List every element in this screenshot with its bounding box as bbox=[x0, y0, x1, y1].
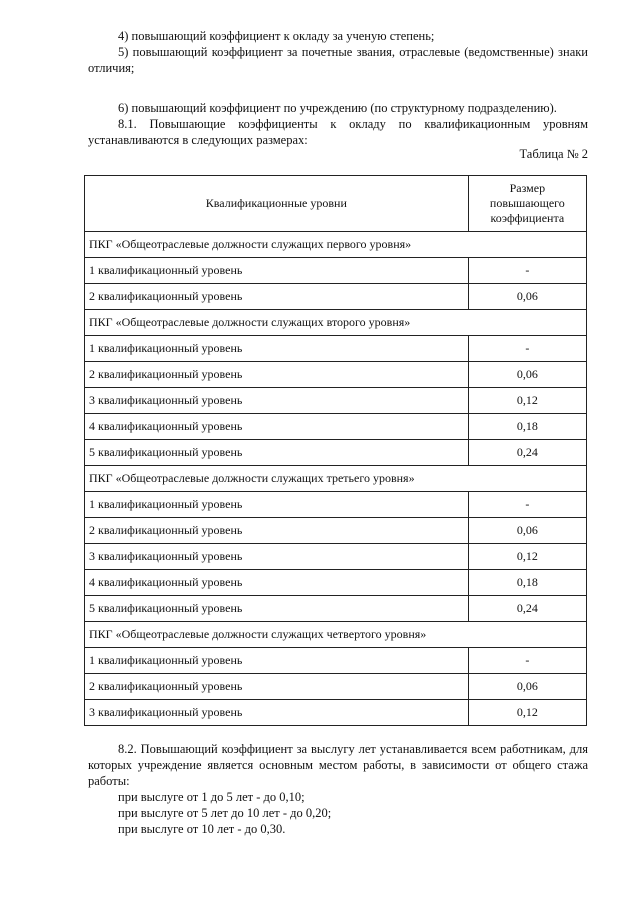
table-row bbox=[85, 570, 587, 596]
coefficient-value-cell: 0,12 bbox=[468, 700, 586, 726]
coefficients-table bbox=[84, 175, 587, 726]
table-row bbox=[85, 518, 587, 544]
level-name-cell: 2 квалификационный уровень bbox=[85, 362, 469, 388]
table-body bbox=[85, 232, 587, 726]
level-name-cell: 1 квалификационный уровень bbox=[85, 336, 469, 362]
header-coefficient-size: Размер повышающего коэффициента bbox=[468, 176, 586, 232]
table-row bbox=[85, 596, 587, 622]
level-name-cell: 5 квалификационный уровень bbox=[85, 596, 469, 622]
coefficient-value-cell: - bbox=[468, 492, 586, 518]
level-name-cell: 3 квалификационный уровень bbox=[85, 700, 469, 726]
level-name-cell: 5 квалификационный уровень bbox=[85, 440, 469, 466]
paragraph-5: 5) повышающий коэффициент за почетные звания, отраслевые (ведомственные) знаки отличия; bbox=[88, 45, 588, 75]
table-group-row bbox=[85, 622, 587, 648]
seniority-list bbox=[118, 789, 331, 837]
coefficient-value-cell: - bbox=[468, 648, 586, 674]
coefficient-value-cell: 0,18 bbox=[468, 570, 586, 596]
coefficient-value-cell: 0,06 bbox=[468, 518, 586, 544]
table-group-row bbox=[85, 232, 587, 258]
table-row bbox=[85, 414, 587, 440]
group-title: ПКГ «Общеотраслевые должности служащих четвертого уровня» bbox=[85, 622, 587, 648]
table-row bbox=[85, 492, 587, 518]
table-row bbox=[85, 544, 587, 570]
paragraph-8-1: 8.1. Повышающие коэффициенты к окладу по квалификационным уровням устанавливаются в следующих размерах: bbox=[88, 117, 588, 147]
list-item: при выслуге от 1 до 5 лет - до 0,10; bbox=[118, 790, 305, 804]
header-qualification-levels: Квалификационные уровни bbox=[85, 176, 469, 232]
level-name-cell: 1 квалификационный уровень bbox=[85, 258, 469, 284]
level-name-cell: 1 квалификационный уровень bbox=[85, 648, 469, 674]
table-row bbox=[85, 284, 587, 310]
paragraph-4: 4) повышающий коэффициент к окладу за ученую степень; bbox=[118, 29, 435, 43]
coefficient-value-cell: - bbox=[468, 258, 586, 284]
coefficient-value-cell: 0,12 bbox=[468, 388, 586, 414]
table-group-row bbox=[85, 466, 587, 492]
paragraph-6: 6) повышающий коэффициент по учреждению (по структурному подразделению). bbox=[118, 101, 557, 115]
table-row bbox=[85, 700, 587, 726]
coefficient-value-cell: 0,24 bbox=[468, 440, 586, 466]
table-group-row bbox=[85, 310, 587, 336]
table-header-row bbox=[85, 176, 587, 232]
coefficient-value-cell: 0,12 bbox=[468, 544, 586, 570]
coefficient-value-cell: 0,06 bbox=[468, 362, 586, 388]
level-name-cell: 3 квалификационный уровень bbox=[85, 388, 469, 414]
table-row bbox=[85, 388, 587, 414]
coefficient-value-cell: 0,06 bbox=[468, 674, 586, 700]
table-row bbox=[85, 336, 587, 362]
table-row bbox=[85, 674, 587, 700]
level-name-cell: 4 квалификационный уровень bbox=[85, 414, 469, 440]
table-row bbox=[85, 440, 587, 466]
level-name-cell: 2 квалификационный уровень bbox=[85, 674, 469, 700]
list-item: при выслуге от 10 лет - до 0,30. bbox=[118, 822, 286, 836]
list-item: при выслуге от 5 лет до 10 лет - до 0,20; bbox=[118, 806, 332, 820]
coefficient-value-cell: 0,24 bbox=[468, 596, 586, 622]
level-name-cell: 1 квалификационный уровень bbox=[85, 492, 469, 518]
group-title: ПКГ «Общеотраслевые должности служащих третьего уровня» bbox=[85, 466, 587, 492]
group-title: ПКГ «Общеотраслевые должности служащих первого уровня» bbox=[85, 232, 587, 258]
level-name-cell: 4 квалификационный уровень bbox=[85, 570, 469, 596]
group-title: ПКГ «Общеотраслевые должности служащих второго уровня» bbox=[85, 310, 587, 336]
level-name-cell: 3 квалификационный уровень bbox=[85, 544, 469, 570]
level-name-cell: 2 квалификационный уровень bbox=[85, 518, 469, 544]
table-row bbox=[85, 648, 587, 674]
coefficient-value-cell: - bbox=[468, 336, 586, 362]
paragraph-8-2: 8.2. Повышающий коэффициент за выслугу лет устанавливается всем работникам, для которых учреждение является основным местом работы, в зависимости от общего стажа работы: bbox=[88, 742, 588, 788]
coefficient-value-cell: 0,06 bbox=[468, 284, 586, 310]
coefficient-value-cell: 0,18 bbox=[468, 414, 586, 440]
table-row bbox=[85, 258, 587, 284]
table-caption: Таблица № 2 bbox=[519, 147, 588, 161]
level-name-cell: 2 квалификационный уровень bbox=[85, 284, 469, 310]
table-row bbox=[85, 362, 587, 388]
